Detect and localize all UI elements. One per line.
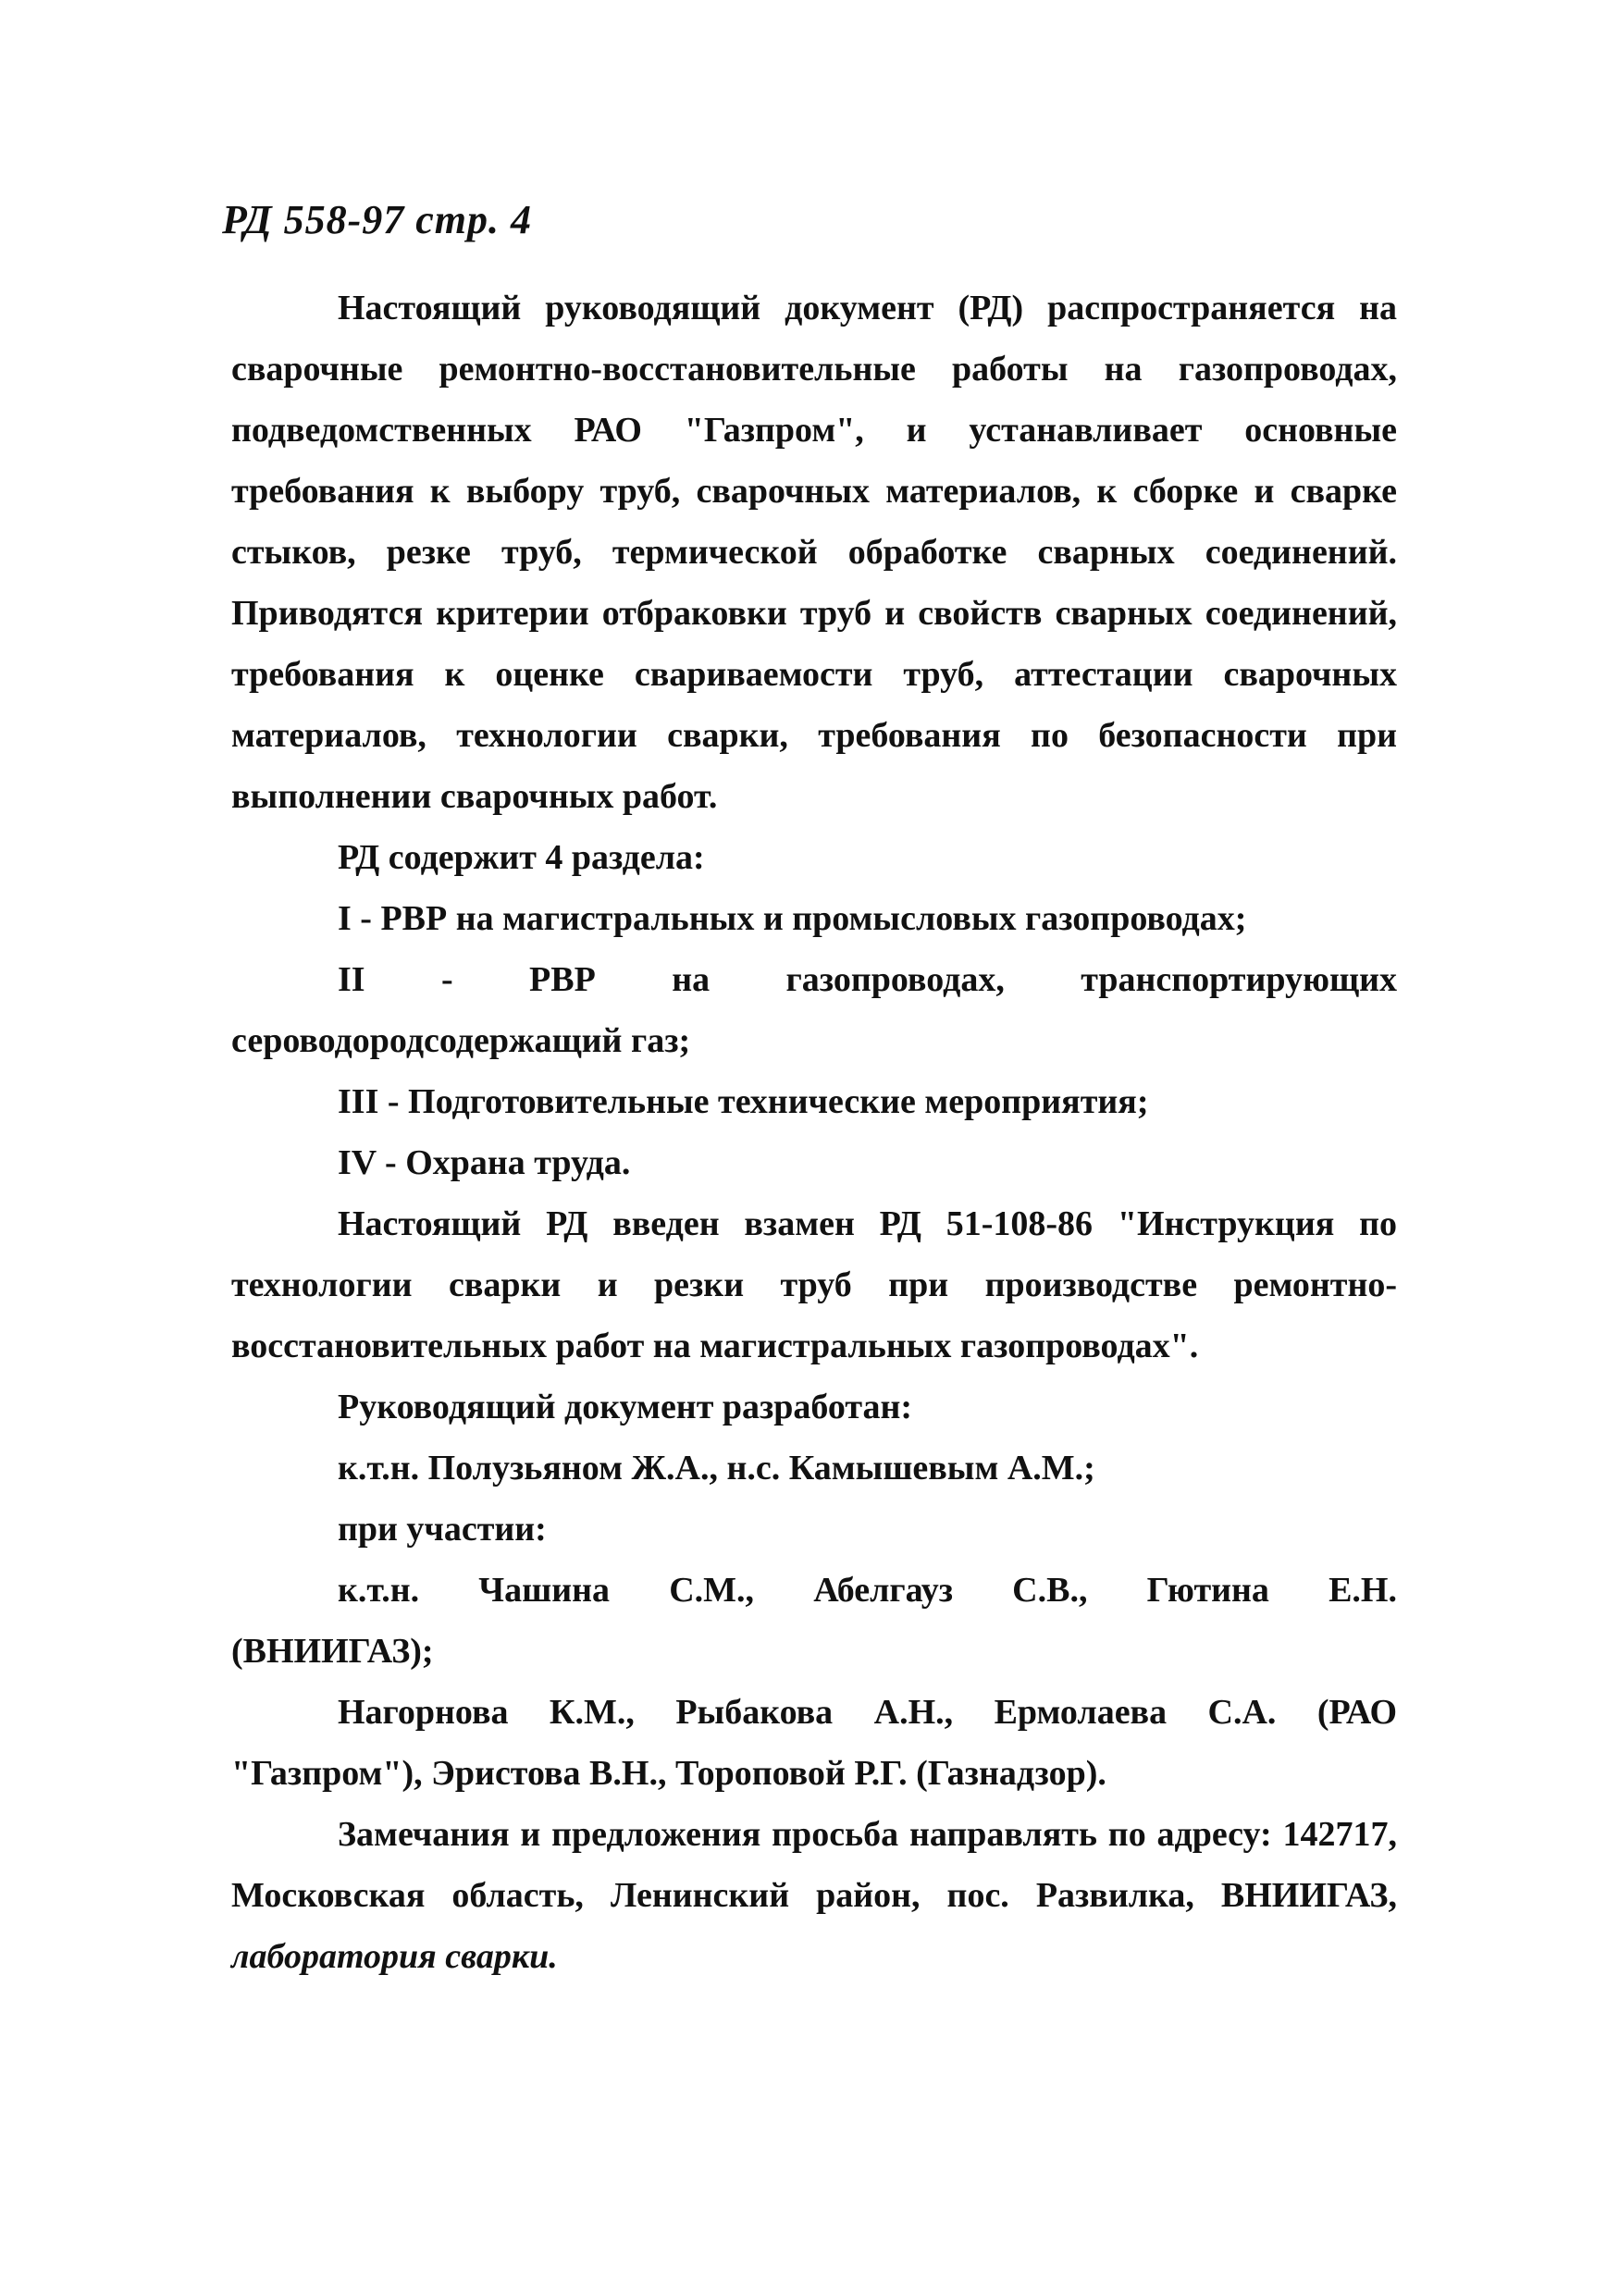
section-item-3: III - Подготовительные технические мероприятия; — [338, 1082, 1149, 1121]
participants-line-2: Нагорнова К.М., Рыбакова А.Н., Ермолаева С.А. (РАО "Газпром"), Эристова В.Н., Тороповой Р.Г. (Газнадзор). — [231, 1693, 1397, 1793]
participation-label: при участии: — [338, 1510, 547, 1549]
section-item-4: IV - Охрана труда. — [338, 1143, 631, 1182]
section-item-1: I - РВР на магистральных и промысловых газопроводах; — [338, 899, 1247, 938]
intro-paragraph: Настоящий руководящий документ (РД) распространяется на сварочные ремонтно-восстановительные работы на газопроводах, подведомственных РАО "Газпром", и устанавливает основные требования к выбору труб, сварочных материалов, к сборке и сварке стыков, резке труб, термической обработке сварных соединений. Приводятся критерии отбраковки труб и свойств сварных соединений, требования к оценке свариваемости труб, аттестации сварочных материалов, технологии сварки, требования по безопасности при выполнении сварочных работ. — [231, 289, 1397, 816]
document-body — [231, 278, 1397, 1987]
remarks-text: Замечания и предложения просьба направлять по адресу: 142717, Московская область, Ленинский район, пос. Развилка, ВНИИГАЗ, — [231, 1815, 1397, 1915]
page-header: РД 558-97 стр. 4 — [222, 197, 532, 242]
sections-intro: РД содержит 4 раздела: — [338, 838, 705, 877]
participants-line-1: к.т.н. Чашина С.М., Абелгауз С.В., Гютина Е.Н. (ВНИИГАЗ); — [231, 1571, 1397, 1671]
replaces-paragraph: Настоящий РД введен взамен РД 51-108-86 "Инструкция по технологии сварки и резки труб при производстве ремонтно-восстановительных работ на магистральных газопроводах". — [231, 1204, 1397, 1365]
section-item-2: II - РВР на газопроводах, транспортирующих сероводородсодержащий газ; — [231, 960, 1397, 1060]
developers-line: к.т.н. Полузьяном Ж.А., н.с. Камышевым А.М.; — [338, 1449, 1095, 1487]
remarks-paragraph — [231, 1804, 1397, 1987]
lab-name: лаборатория сварки. — [231, 1937, 558, 1976]
developed-by-label: Руководящий документ разработан: — [338, 1388, 913, 1426]
